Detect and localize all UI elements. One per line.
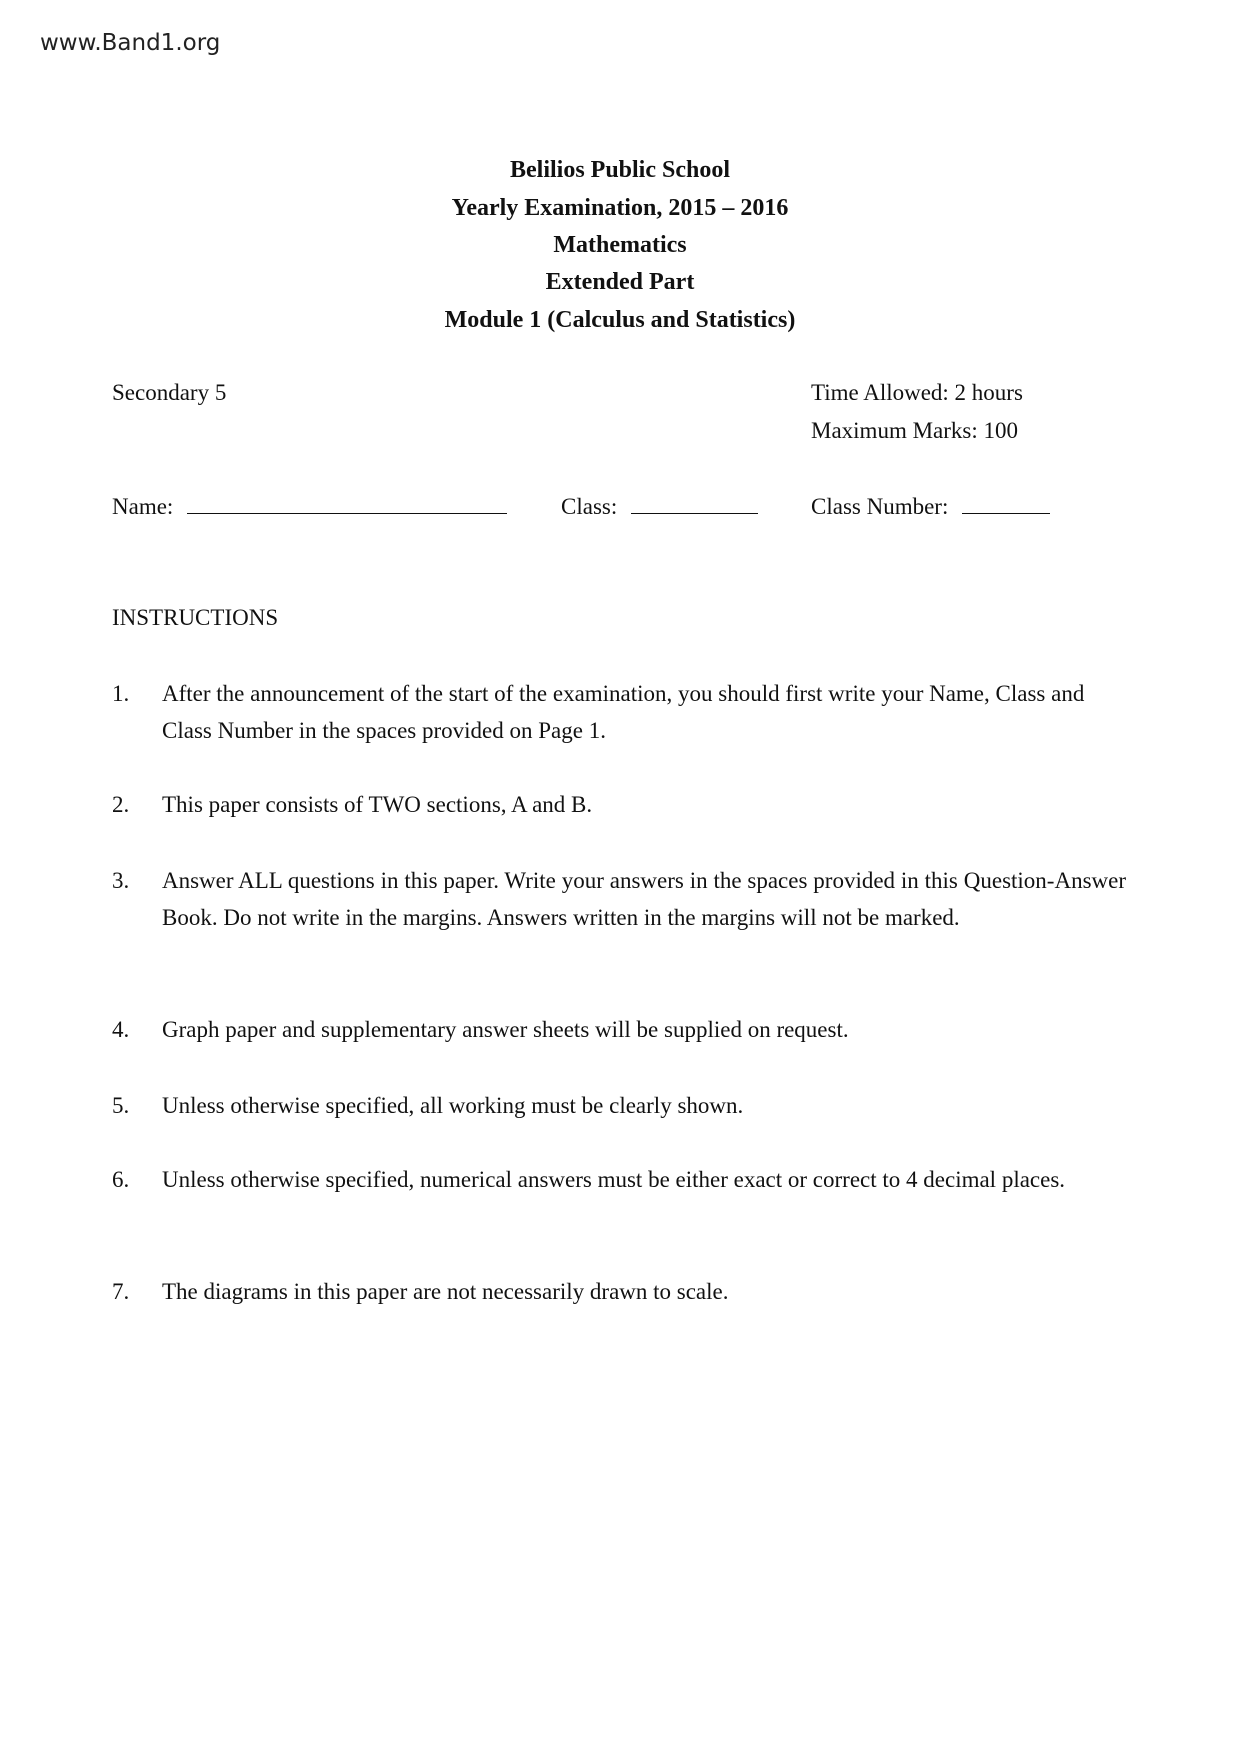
exam-title: Yearly Examination, 2015 – 2016 (451, 195, 789, 221)
level: Secondary 5 (112, 380, 227, 405)
instruction-item (112, 1273, 1126, 1310)
item-number: 4. (112, 1017, 130, 1042)
max-marks: Maximum Marks: 100 (811, 418, 1018, 443)
item-text: Answer ALL questions in this paper. Write your answers in the spaces provided in this Question-Answer Book. Do not write in the margins. Answers written in the margins will not be marked. (162, 868, 1126, 930)
item-text: This paper consists of TWO sections, A and B. (162, 792, 593, 817)
item-number: 5. (112, 1093, 130, 1118)
class-number-field[interactable] (811, 491, 1050, 522)
part: Extended Part (545, 269, 695, 295)
item-text: Unless otherwise specified, numerical answers must be either exact or correct to 4 decimal places. (162, 1167, 1066, 1192)
time-allowed: Time Allowed: 2 hours (811, 380, 1023, 405)
item-number: 3. (112, 868, 130, 893)
instruction-item (112, 1011, 1126, 1048)
watermark: www.Band1.org (40, 30, 221, 56)
instruction-item (112, 786, 1126, 823)
item-text: Unless otherwise specified, all working must be clearly shown. (162, 1093, 744, 1118)
item-number: 7. (112, 1279, 130, 1304)
item-number: 1. (112, 681, 130, 706)
instruction-item (112, 1161, 1092, 1198)
class-label: Class: (561, 494, 618, 519)
instruction-item (112, 1087, 1126, 1124)
name-label: Name: (112, 494, 174, 519)
instruction-item (112, 675, 1126, 749)
name-field[interactable] (112, 491, 507, 522)
class-blank[interactable] (631, 491, 758, 514)
item-number: 2. (112, 792, 130, 817)
class-number-label: Class Number: (811, 494, 949, 519)
item-text: Graph paper and supplementary answer sheets will be supplied on request. (162, 1017, 849, 1042)
school-name: Belilios Public School (509, 157, 731, 183)
class-field[interactable] (561, 491, 758, 522)
class-number-blank[interactable] (962, 491, 1050, 514)
item-text: The diagrams in this paper are not necessarily drawn to scale. (162, 1279, 729, 1304)
name-blank[interactable] (187, 491, 507, 514)
module: Module 1 (Calculus and Statistics) (444, 307, 796, 333)
item-text: After the announcement of the start of the examination, you should first write your Name, Class and Class Number in the spaces provided on Page 1. (162, 681, 1085, 743)
instructions-heading: INSTRUCTIONS (112, 605, 279, 630)
subject: Mathematics (553, 232, 687, 258)
item-number: 6. (112, 1167, 130, 1192)
instruction-item (112, 862, 1126, 936)
